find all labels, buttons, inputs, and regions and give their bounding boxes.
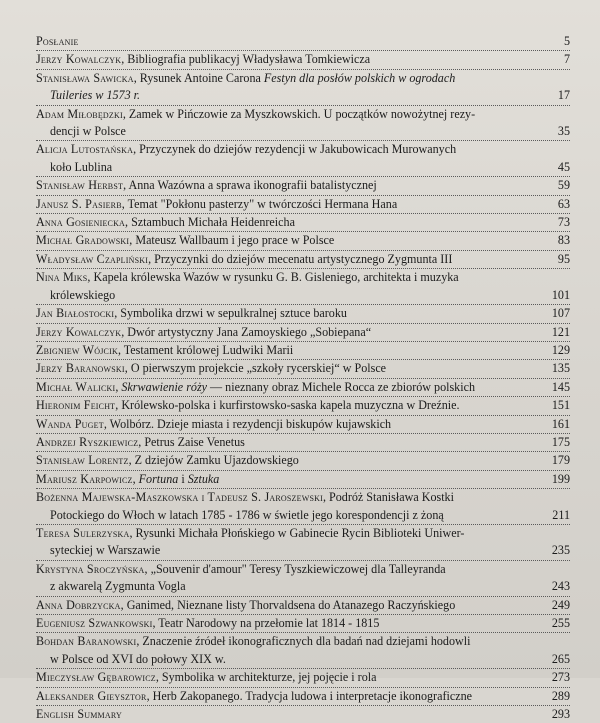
entry-author: Stanisław Herbst xyxy=(36,178,124,193)
entry-title-line-2: koło Lublina xyxy=(50,159,113,174)
entry-continuation xyxy=(36,507,540,524)
entry-author: Adam Miłobędzki xyxy=(36,106,123,121)
toc-entry xyxy=(36,33,570,51)
entry-title: , Temat "Pokłonu pasterzy" w twórczości Hermana Hana xyxy=(121,196,398,211)
entry-author: Jerzy Kowalczyk xyxy=(36,52,122,67)
entry-page-number: 265 xyxy=(551,651,570,666)
entry-title: , xyxy=(115,379,122,394)
entry-page-number: 63 xyxy=(557,196,570,211)
entry-title: , Symbolika w architekturze, jej pojęcie i rola xyxy=(155,670,377,685)
toc-entry xyxy=(36,177,570,195)
toc-entry xyxy=(36,597,570,615)
entry-continuation xyxy=(36,159,540,176)
table-of-contents xyxy=(36,33,570,723)
toc-entry xyxy=(36,452,570,470)
entry-title: , Sztambuch Michała Heidenreicha xyxy=(125,215,295,230)
entry-author: Alicja Lutostańska xyxy=(36,142,134,157)
toc-entry xyxy=(36,305,570,323)
entry-page-number: 135 xyxy=(551,361,570,376)
toc-entry xyxy=(36,214,570,232)
entry-continuation xyxy=(36,578,540,595)
entry-author: Wanda Puget xyxy=(36,416,104,431)
entry-author: Mieczysław Gębarowicz xyxy=(36,670,156,685)
entry-author: Jerzy Baranowski xyxy=(36,361,125,376)
entry-page-number: 145 xyxy=(551,379,570,394)
toc-entry xyxy=(36,706,570,723)
entry-title: , O pierwszym projekcie „szkoły rycerskiej“ w Polsce xyxy=(124,361,387,376)
entry-title-line-2: z akwarelą Zygmunta Vogla xyxy=(50,579,186,594)
entry-page-number: 95 xyxy=(557,251,570,266)
entry-title-italic: Festyn dla posłów polskich w ogrodach xyxy=(263,70,456,85)
entry-title: , Bibliografia publikacyj Władysława Tomkiewicza xyxy=(121,52,371,67)
toc-entry xyxy=(36,561,570,597)
entry-title: , Petrus Zaise Venetus xyxy=(138,434,245,449)
entry-author: Stanisław Lorentz xyxy=(36,453,129,468)
entry-title: , „Souvenir d'amour" Teresy Tyszkiewiczowej dla Talleyranda xyxy=(144,561,446,576)
entry-title-line-2: w Polsce od XVI do połowy XIX w. xyxy=(50,651,226,666)
entry-author: Michał Walicki xyxy=(36,379,116,394)
entry-author: Teresa Sulerzyska xyxy=(36,525,130,540)
entry-title-line-2: królewskiego xyxy=(50,287,116,302)
entry-title: , Znaczenie źródeł ikonograficznych dla badań nad dziejami hodowli xyxy=(136,634,471,649)
toc-entry xyxy=(36,471,570,489)
toc-entry xyxy=(36,196,570,214)
entry-continuation xyxy=(36,123,540,140)
toc-entry xyxy=(36,615,570,633)
entry-title-after: i xyxy=(178,471,188,486)
toc-entry xyxy=(36,525,570,561)
entry-page-number: 83 xyxy=(557,233,570,248)
entry-author: Jerzy Kowalczyk xyxy=(36,324,122,339)
entry-page-number: 293 xyxy=(551,707,570,722)
entry-page-number: 235 xyxy=(551,543,570,558)
entry-page-number: 161 xyxy=(551,416,570,431)
entry-author: Anna Dobrzycka xyxy=(36,597,121,612)
entry-author: Stanisława Sawicka xyxy=(36,70,134,85)
entry-title: , Teatr Narodowy na przełomie lat 1814 - 1815 xyxy=(152,616,380,630)
entry-author: Władysław Czapliński xyxy=(36,251,149,266)
entry-title: , Z dziejów Zamku Ujazdowskiego xyxy=(128,453,299,468)
entry-author: Bożenna Majewska-Maszkowska i Tadeusz S. Jaroszewski xyxy=(36,490,323,505)
entry-author: Krystyna Sroczyńska xyxy=(36,561,145,576)
entry-title: , Rysunek Antoine Carona xyxy=(133,70,264,85)
entry-title: , xyxy=(132,471,139,486)
toc-entry xyxy=(36,633,570,669)
entry-title-line-2: dencji w Polsce xyxy=(50,124,126,139)
entry-title: , Anna Wazówna a sprawa ikonografii batalistycznej xyxy=(123,178,377,193)
entry-page-number: 35 xyxy=(557,124,570,139)
toc-entry xyxy=(36,489,570,525)
entry-page-number: 5 xyxy=(563,34,570,48)
entry-page-number: 211 xyxy=(552,507,570,522)
entry-page-number: 7 xyxy=(563,52,570,67)
entry-author: Janusz S. Pasierb xyxy=(36,196,122,211)
entry-title: , Rysunki Michała Płońskiego w Gabinecie Rycin Biblioteki Uniwer- xyxy=(129,525,465,540)
entry-title: , Przyczynek do dziejów rezydencji w Jakubowicach Murowanych xyxy=(133,142,457,157)
toc-entry xyxy=(36,342,570,360)
entry-title: , Kapela królewska Wazów w rysunku G. B. Gisleniego, architekta i muzyka xyxy=(87,270,459,285)
entry-page-number: 199 xyxy=(551,471,570,486)
entry-title: , Dwór artystyczny Jana Zamoyskiego „Sobiepana“ xyxy=(121,324,372,339)
toc-entry xyxy=(36,379,570,397)
entry-continuation xyxy=(36,651,540,668)
entry-title: , Mateusz Wallbaum i jego prace w Polsce xyxy=(129,233,335,248)
entry-title: , Wolbórz. Dzieje miasta i rezydencji biskupów kujawskich xyxy=(103,416,392,431)
entry-author: Andrzej Ryszkiewicz xyxy=(36,434,139,449)
entry-continuation xyxy=(36,542,540,559)
entry-page-number: 249 xyxy=(551,597,570,612)
entry-title: , Królewsko-polska i kurfirstowsko-saska kapela muzyczna w Dreźnie. xyxy=(115,398,460,413)
entry-title: , Zamek w Pińczowie za Myszkowskich. U początków nowożytnej rezy- xyxy=(122,106,476,121)
toc-entry xyxy=(36,688,570,706)
entry-title-italic-2: Sztuka xyxy=(187,471,220,486)
toc-entry xyxy=(36,51,570,69)
entry-page-number: 59 xyxy=(557,178,570,193)
toc-entry xyxy=(36,324,570,342)
entry-page-number: 17 xyxy=(557,88,570,103)
entry-page-number: 151 xyxy=(551,398,570,413)
entry-author: Nina Miks xyxy=(36,270,88,285)
entry-author: Mariusz Karpowicz xyxy=(36,471,133,486)
entry-page-number: 129 xyxy=(551,342,570,357)
toc-entry xyxy=(36,360,570,378)
entry-author: Eugeniusz Szwankowski xyxy=(36,616,153,630)
entry-author: Posłanie xyxy=(36,34,79,48)
entry-title-line-2-italic: Tuileries w 1573 r. xyxy=(50,88,141,103)
toc-entry xyxy=(36,251,570,269)
entry-author: Zbigniew Wójcik xyxy=(36,342,118,357)
entry-title-italic: Fortuna xyxy=(138,471,179,486)
toc-entry xyxy=(36,106,570,142)
entry-continuation xyxy=(36,87,540,104)
toc-entry xyxy=(36,434,570,452)
entry-title-line-2: syteckiej w Warszawie xyxy=(50,543,161,558)
entry-page-number: 121 xyxy=(551,324,570,339)
toc-entry xyxy=(36,70,570,106)
entry-author: Anna Gosieniecka xyxy=(36,215,126,230)
entry-continuation xyxy=(36,287,540,304)
entry-page-number: 73 xyxy=(557,215,570,230)
entry-page-number: 289 xyxy=(551,688,570,703)
entry-author: Bohdan Baranowski xyxy=(36,634,137,649)
entry-page-number: 107 xyxy=(551,306,570,321)
entry-page-number: 255 xyxy=(551,616,570,630)
entry-title: , Ganimed, Nieznane listy Thorvaldsena do Atanazego Raczyńskiego xyxy=(120,597,456,612)
entry-title: , Herb Zakopanego. Tradycja ludowa i interpretacje ikonograficzne xyxy=(146,688,472,703)
toc-entry xyxy=(36,669,570,687)
entry-page-number: 175 xyxy=(551,434,570,449)
toc-entry xyxy=(36,269,570,305)
toc-entry xyxy=(36,232,570,250)
entry-title: , Przyczynki do dziejów mecenatu artystycznego Zygmunta III xyxy=(148,251,453,266)
entry-title: , Podróż Stanisława Kostki xyxy=(322,490,454,505)
entry-page-number: 273 xyxy=(551,670,570,685)
entry-page-number: 45 xyxy=(557,159,570,174)
entry-title: , Symbolika drzwi w sepulkralnej sztuce baroku xyxy=(114,306,347,321)
toc-entry xyxy=(36,141,570,177)
entry-title-line-2: Potockiego do Włoch w latach 1785 - 1786 w świetle jego korespondencji z żoną xyxy=(50,507,444,522)
entry-title-italic: Skrwawienie róży xyxy=(121,379,208,394)
entry-page-number: 179 xyxy=(551,453,570,468)
entry-author: English Summary xyxy=(36,707,122,722)
toc-entry xyxy=(36,416,570,434)
entry-author: Jan Białostocki xyxy=(36,306,115,321)
entry-author: Aleksander Gieysztor xyxy=(36,688,147,703)
entry-author: Michał Gradowski xyxy=(36,233,130,248)
entry-title-after: — nieznany obraz Michele Rocca ze zbiorów polskich xyxy=(207,379,476,394)
entry-page-number: 243 xyxy=(551,579,570,594)
entry-title: , Testament królowej Ludwiki Marii xyxy=(117,342,294,357)
toc-entry xyxy=(36,397,570,415)
entry-page-number: 101 xyxy=(551,287,570,302)
entry-author: Hieronim Feicht xyxy=(36,398,116,413)
